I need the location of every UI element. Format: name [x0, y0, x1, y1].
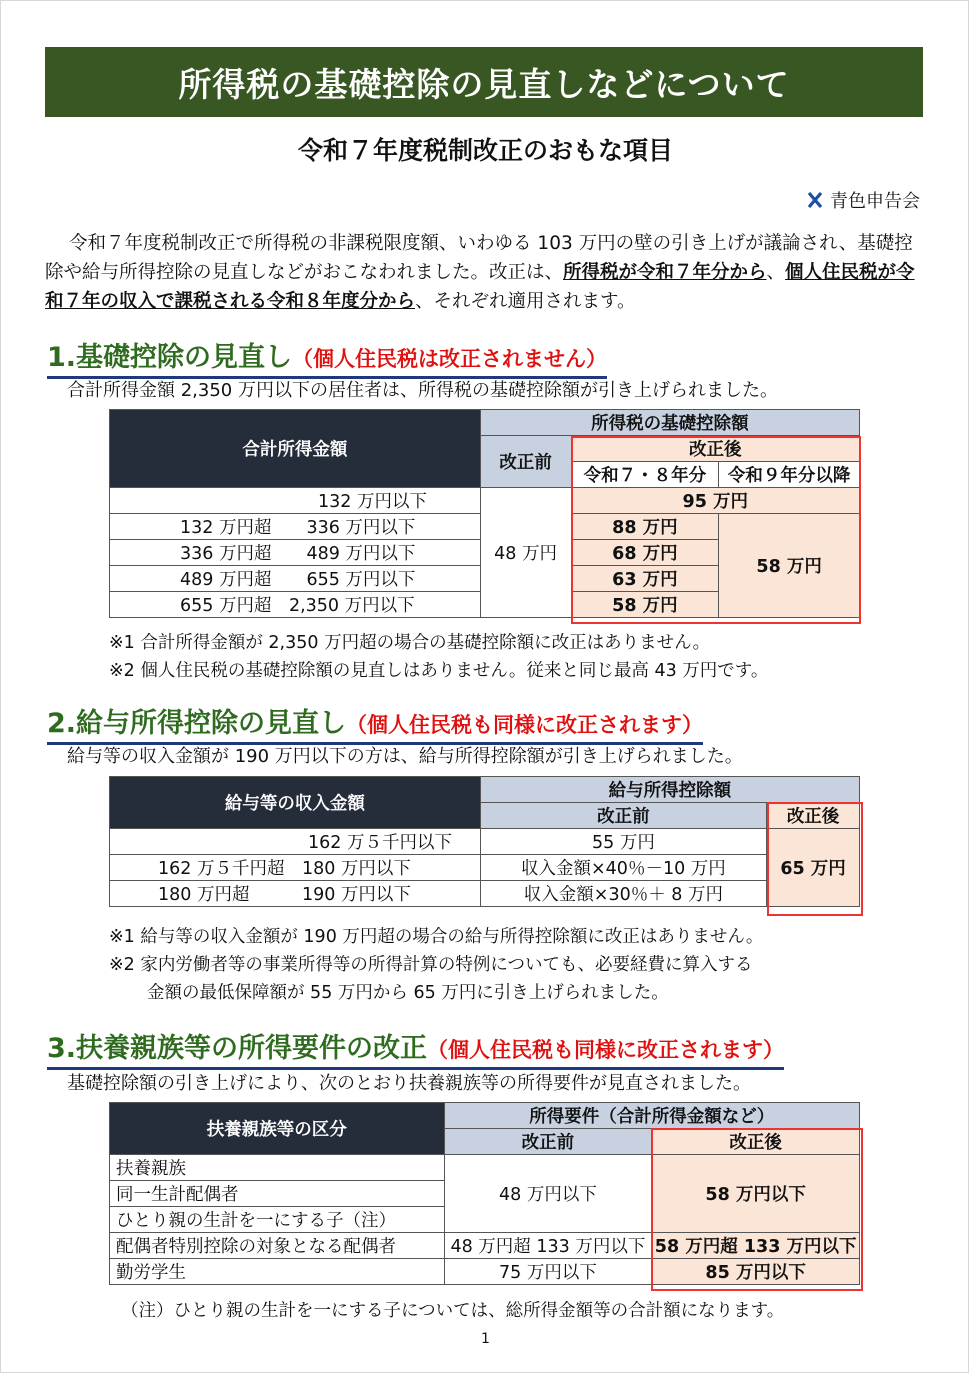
section-1-heading [47, 335, 607, 379]
table-row [110, 829, 860, 855]
intro-underline-1: 所得税が令和７年分から [563, 262, 767, 283]
col-header-r9: 令和９年分以降 [719, 462, 860, 488]
section-3-footnote: （注）ひとり親の生計を一にする子については、総所得金額等の合計額になります。 [121, 1301, 785, 1321]
before-value: 75 万円以下 [444, 1259, 652, 1285]
col-header-before: 改正前 [480, 436, 571, 488]
income-range: 336 万円超 489 万円以下 [110, 540, 481, 566]
before-value: 55 万円 [480, 829, 766, 855]
after-value: 58 万円 [571, 592, 719, 618]
income-range: 162 万５千円超 180 万円以下 [110, 855, 481, 881]
income-range: 162 万５千円以下 [110, 829, 481, 855]
intro-text-1: 令和７年度税制改正で所得税の非課税限度額、いわゆる 103 万円の壁の引き上げが議論され、基礎控除や給与所得控除の見直しなどがおこなわれました。改正は、 [45, 233, 913, 283]
after-value: 63 万円 [571, 566, 719, 592]
income-range: 132 万円以下 [110, 488, 481, 514]
col-header-income: 給与等の収入金額 [110, 777, 481, 829]
intro-underline-2: 個人住民税が令和７年の収入で課税される令和８年度分から [45, 262, 915, 312]
basic-deduction-table [109, 409, 860, 618]
col-header-after: 改正後 [767, 803, 860, 829]
table-row [110, 1233, 860, 1259]
before-value: 48 万円以下 [444, 1155, 652, 1233]
after-value: 58 万円以下 [652, 1155, 860, 1233]
before-value: 収入金額×40％－10 万円 [480, 855, 766, 881]
col-header-group: 所得要件（合計所得金額など） [444, 1103, 859, 1129]
section-3-title: 3.扶養親族等の所得要件の改正 [47, 1033, 428, 1064]
col-header-category: 扶養親族等の区分 [110, 1103, 445, 1155]
before-value: 収入金額×30％＋ 8 万円 [480, 881, 766, 907]
after-value: 68 万円 [571, 540, 719, 566]
income-range: 180 万円超 190 万円以下 [110, 881, 481, 907]
after-value: 88 万円 [571, 514, 719, 540]
title-banner: 所得税の基礎控除の見直しなどについて [45, 47, 923, 117]
note-1: ※1 合計所得金額が 2,350 万円超の場合の基礎控除額に改正はありません。 [109, 633, 711, 653]
table-row [110, 488, 860, 514]
section-2-note: （個人住民税も同様に改正されます） [346, 713, 704, 737]
section-2-lead: 給与等の収入金額が 190 万円以下の方は、給与所得控除額が引き上げられました。 [67, 746, 743, 767]
section-3-note: （個人住民税も同様に改正されます） [427, 1038, 785, 1062]
section-1-notes [109, 629, 768, 685]
dependent-requirements-table [109, 1102, 860, 1285]
org-name: 青色申告会 [830, 191, 920, 212]
col-header-r78: 令和７・８年分 [571, 462, 719, 488]
table-row [110, 1155, 860, 1181]
col-header-after: 改正後 [652, 1129, 860, 1155]
col-header-after: 改正後 [571, 436, 859, 462]
table-row [110, 881, 860, 907]
note-1: ※1 給与等の収入金額が 190 万円超の場合の給与所得控除額に改正はありません。 [109, 927, 764, 947]
section-3-lead: 基礎控除額の引き上げにより、次のとおり扶養親族等の所得要件が見直されました。 [67, 1073, 751, 1094]
income-range: 489 万円超 655 万円以下 [110, 566, 481, 592]
note-2: ※2 家内労働者等の事業所得等の所得計算の特例についても、必要経費に算入する [109, 955, 753, 975]
category: 同一生計配偶者 [110, 1181, 445, 1207]
category: 勤労学生 [110, 1259, 445, 1285]
before-value: 48 万円 [480, 488, 571, 618]
category: 配偶者特別控除の対象となる配偶者 [110, 1233, 445, 1259]
before-value: 48 万円超 133 万円以下 [444, 1233, 652, 1259]
table-row [110, 1259, 860, 1285]
note-2-cont: 金額の最低保障額が 55 万円から 65 万円に引き上げられました。 [147, 983, 669, 1003]
section-1-lead: 合計所得金額 2,350 万円以下の居住者は、所得税の基礎控除額が引き上げられました。 [67, 380, 778, 401]
note-2: ※2 個人住民税の基礎控除額の見直しはありません。従来と同じ最高 43 万円です。 [109, 661, 769, 681]
salary-deduction-table [109, 776, 860, 907]
page-number: 1 [481, 1331, 490, 1347]
intro-text-2: 、 [766, 262, 786, 283]
income-range: 655 万円超 2,350 万円以下 [110, 592, 481, 618]
after-value: 65 万円 [767, 829, 860, 907]
category: ひとり親の生計を一にする子（注） [110, 1207, 445, 1233]
page-subtitle: 令和７年度税制改正のおもな項目 [297, 136, 673, 165]
section-2-heading [47, 701, 703, 745]
organization [806, 187, 920, 213]
table-row [110, 855, 860, 881]
intro-paragraph [45, 229, 925, 316]
org-logo-icon [806, 191, 824, 209]
after-value-r9: 58 万円 [719, 514, 860, 618]
col-header-group: 所得税の基礎控除額 [480, 410, 859, 436]
after-value: 58 万円超 133 万円以下 [652, 1233, 860, 1259]
col-header-income: 合計所得金額 [110, 410, 481, 488]
col-header-before: 改正前 [444, 1129, 652, 1155]
after-value: 95 万円 [571, 488, 859, 514]
income-range: 132 万円超 336 万円以下 [110, 514, 481, 540]
section-3-heading [47, 1026, 784, 1070]
section-1-title: 1.基礎控除の見直し [47, 342, 293, 373]
section-1-note: （個人住民税は改正されません） [292, 347, 608, 371]
section-2-title: 2.給与所得控除の見直し [47, 708, 347, 739]
after-value: 85 万円以下 [652, 1259, 860, 1285]
section-2-notes [109, 923, 763, 1007]
col-header-before: 改正前 [480, 803, 766, 829]
intro-text-3: 、それぞれ適用されます。 [415, 291, 636, 312]
col-header-group: 給与所得控除額 [480, 777, 859, 803]
category: 扶養親族 [110, 1155, 445, 1181]
